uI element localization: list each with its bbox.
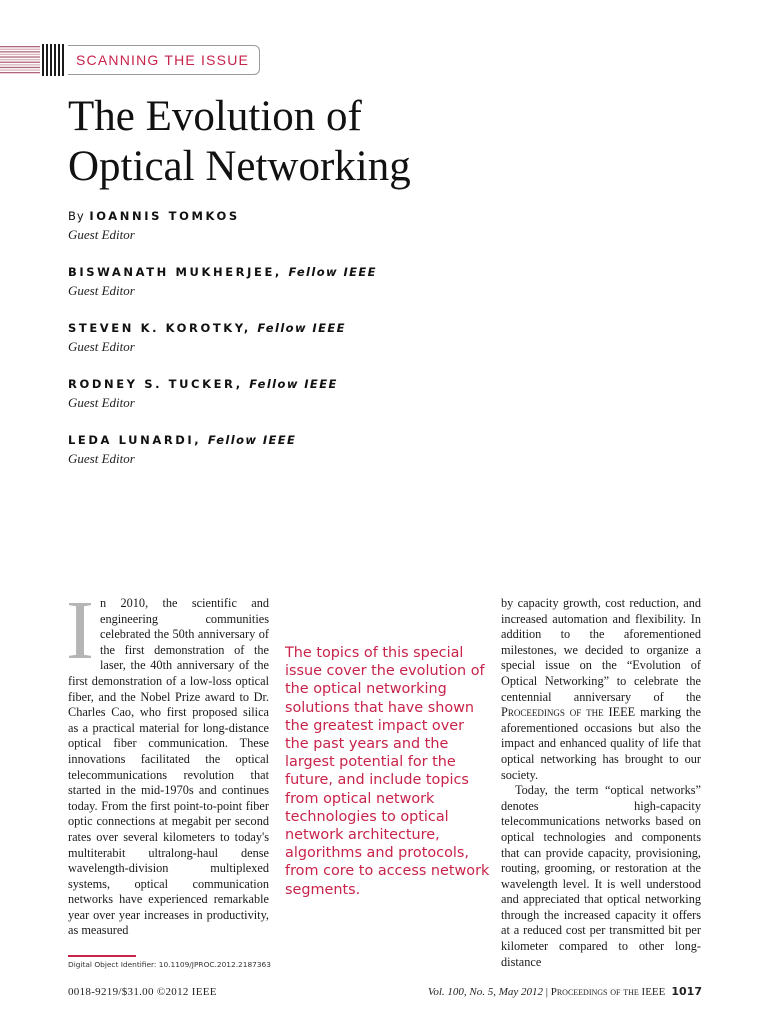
footer-separator: | bbox=[543, 986, 551, 998]
author-name bbox=[68, 320, 568, 336]
section-decor-bars-icon bbox=[0, 44, 70, 76]
author-role: Guest Editor bbox=[68, 283, 135, 298]
author-item bbox=[68, 376, 568, 432]
article-title bbox=[68, 92, 668, 192]
author-role: Guest Editor bbox=[68, 227, 135, 242]
author-name bbox=[68, 208, 568, 224]
footer-copyright: 0018-9219/$31.00 ©2012 IEEE bbox=[68, 986, 217, 998]
author-name bbox=[68, 432, 568, 448]
footer-volume: Vol. 100, No. 5, May 2012 bbox=[427, 986, 544, 998]
author-item bbox=[68, 264, 568, 320]
right-p1-text-b: IEEE marking the aforementioned occasions but also the impact and enhanced quality of life that optical networking has brought to our society. bbox=[501, 705, 701, 782]
author-fellow: Fellow IEEE bbox=[207, 433, 297, 447]
author-name bbox=[68, 376, 568, 392]
author-role: Guest Editor bbox=[68, 451, 135, 466]
footer-citation bbox=[428, 985, 702, 998]
right-column-paragraph-1 bbox=[501, 596, 701, 783]
section-label: SCANNING THE ISSUE bbox=[68, 45, 260, 75]
author-item bbox=[68, 208, 568, 264]
pull-quote: The topics of this special issue cover the evolution of the optical networking solutions that have shown the greatest impact over the past years and the largest potential for the future, and include topics from optical network technologies to optical network architecture, algorithms and protocols, from core to access network segments. bbox=[285, 645, 490, 898]
footer-journal-tail: IEEE bbox=[638, 986, 666, 998]
author-list bbox=[68, 208, 568, 488]
doi-text: Digital Object Identifier: 10.1109/JPROC.2012.2187363 bbox=[68, 960, 271, 969]
author-prefix: By bbox=[68, 209, 90, 223]
author-name bbox=[68, 264, 568, 280]
right-column-paragraph-2: Today, the term “optical networks” denotes high-capacity telecommunications networks based on optical technologies and components that can provide capacity, provisioning, routing, grooming, or restoration at the wavelength level. It is well understood and appreciated that optical networking through the increased capacity it offers at a reduced cost per transmitted bit per kilometer compared to other long-distance bbox=[501, 783, 701, 969]
author-role: Guest Editor bbox=[68, 339, 135, 354]
author-name-text: BISWANATH MUKHERJEE, bbox=[68, 265, 282, 279]
drop-cap: I bbox=[66, 584, 94, 677]
body-left-column bbox=[66, 584, 269, 939]
author-name-text: IOANNIS TOMKOS bbox=[89, 209, 240, 223]
author-fellow: Fellow IEEE bbox=[257, 321, 346, 335]
author-item bbox=[68, 432, 568, 488]
title-line-2: Optical Networking bbox=[68, 143, 411, 190]
author-name-text: RODNEY S. TUCKER, bbox=[68, 377, 243, 391]
author-fellow: Fellow IEEE bbox=[288, 265, 377, 279]
body-right-column bbox=[501, 596, 701, 970]
doi-divider bbox=[68, 955, 136, 957]
left-column-text: n 2010, the scientific and engineering communities celebrated the 50th anniversary of the first demonstration of the laser, the 40th anniversary of the first demonstration of a low-loss optical fiber, and the Nobel Prize award to Dr. Charles Cao, who first proposed silica as a practical material for long-distance optical fiber communication. These innovations facilitated the optical telecommunications revolution that started in the mid-1970s and continues today. From the first point-to-point fiber optic connections at megabit per second rates over several kilometers to today's multiterabit ultralong-haul dense wavelength-division multiplexed systems, optical communication networks have experienced remarkable year over year increases in productivity, as measured bbox=[68, 596, 269, 938]
right-p1-journal: Proceedings of the bbox=[501, 705, 604, 720]
footer-journal: Proceedings of the bbox=[550, 986, 639, 998]
author-fellow: Fellow IEEE bbox=[249, 377, 338, 391]
author-role: Guest Editor bbox=[68, 395, 135, 410]
right-p1-text-a: by capacity growth, cost reduction, and increased automation and flexibility. In addition to the aforementioned milestones, we decided to organize a special issue on the “Evolution of Optical Networking” to celebrate the centennial anniversary of the bbox=[501, 596, 701, 704]
page-number: 1017 bbox=[671, 985, 702, 998]
title-line-1: The Evolution of bbox=[68, 93, 362, 140]
author-name-text: LEDA LUNARDI, bbox=[68, 433, 202, 447]
author-item bbox=[68, 320, 568, 376]
author-name-text: STEVEN K. KOROTKY, bbox=[68, 321, 251, 335]
